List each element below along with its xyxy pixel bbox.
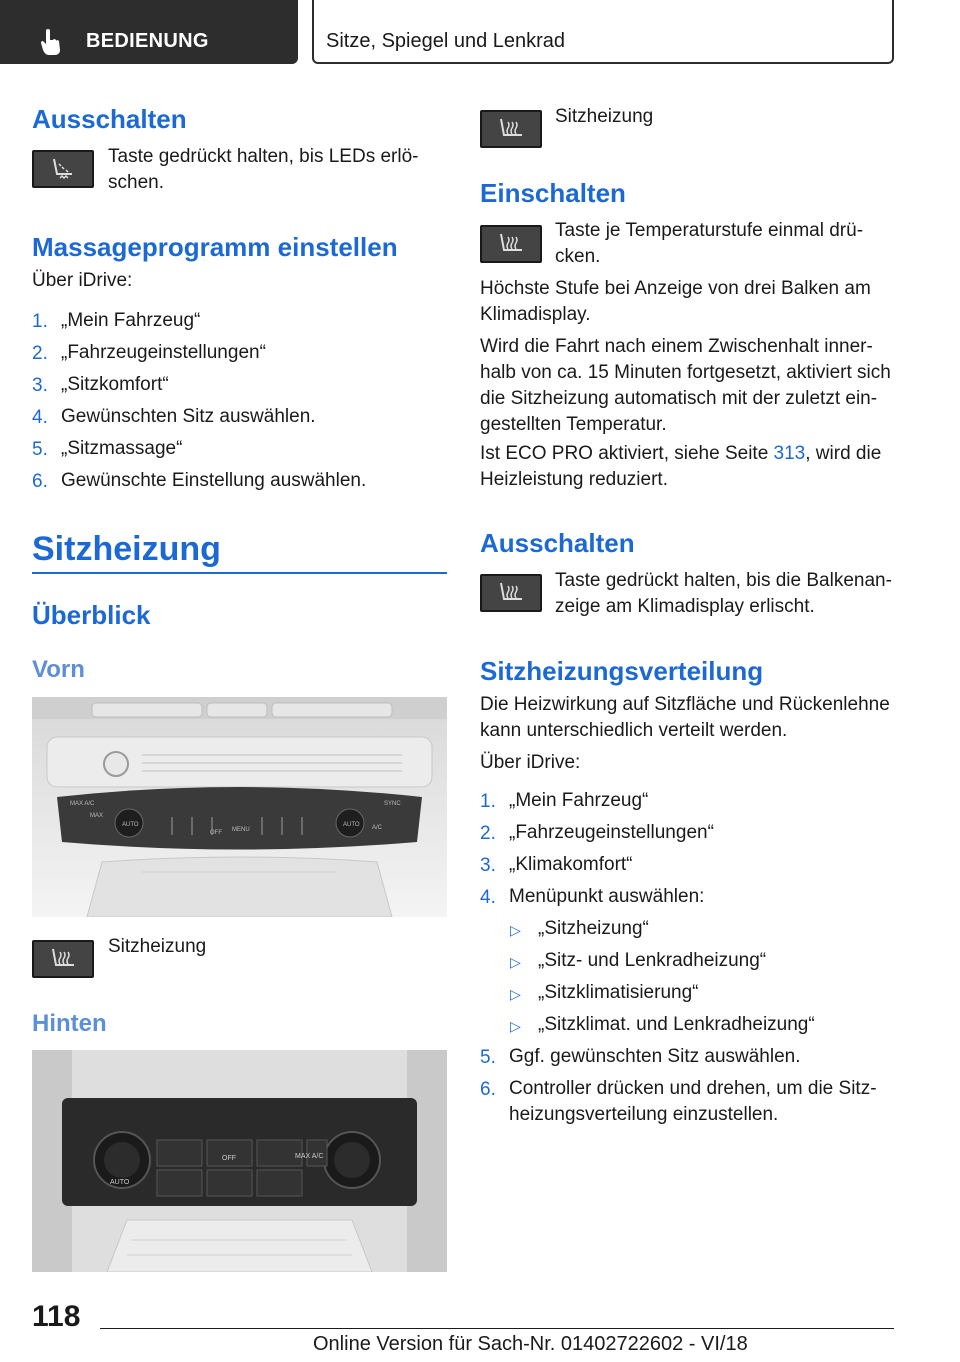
seat-heating-icon	[496, 231, 528, 259]
rear-label: MAX A/C	[295, 1153, 324, 1160]
step-text: Gewünschte Einstellung auswählen.	[61, 470, 367, 491]
front-label: OFF	[210, 830, 222, 836]
sub-bullet-icon: ▷	[510, 986, 521, 1002]
section-title: Sitzheizung	[32, 530, 221, 568]
p2-line1: Wird die Fahrt nach einem Zwischenhalt inner-	[480, 336, 873, 357]
step-number: 2.	[480, 823, 496, 844]
seat-heat-button-image-on	[480, 225, 542, 263]
idrive-label: Über iDrive:	[32, 270, 133, 291]
step-number: 1.	[480, 791, 496, 812]
on-text-line2: cken.	[555, 246, 601, 267]
front-console-photo	[32, 697, 447, 917]
seat-massage-icon	[48, 156, 78, 184]
top-button-label: Sitzheizung	[555, 106, 654, 127]
p2-line2: halb von ca. 15 Minuten fortgesetzt, aktiviert sich	[480, 362, 891, 383]
step-text: „Sitzkomfort“	[61, 374, 169, 395]
section-rule	[32, 572, 447, 574]
seat-heating-icon	[496, 116, 528, 144]
step-number: 3.	[480, 855, 496, 876]
step-number: 3.	[32, 375, 48, 396]
dist-text-line1: Die Heizwirkung auf Sitzfläche und Rückenlehne	[480, 694, 890, 715]
p3-line1	[480, 441, 881, 467]
on-heading: Einschalten	[480, 178, 626, 208]
step-text: Menüpunkt auswählen:	[509, 886, 705, 907]
step-text: „Fahrzeugeinstellungen“	[509, 822, 714, 843]
chapter-title: Sitze, Spiegel und Lenkrad	[326, 30, 566, 52]
substep-text: „Sitzklimatisierung“	[538, 982, 699, 1003]
p3-line2: Heizleistung reduziert.	[480, 469, 668, 490]
section-label: BEDIENUNG	[86, 30, 209, 52]
substep-text: „Sitzheizung“	[538, 918, 649, 939]
sub-bullet-icon: ▷	[510, 954, 521, 970]
chapter-box	[312, 0, 894, 64]
front-label: AUTO	[122, 822, 139, 828]
step-text: Gewünschten Sitz auswählen.	[61, 406, 316, 427]
massage-heading: Massageprogramm einstellen	[32, 232, 398, 262]
step-text: „Sitzmassage“	[61, 438, 183, 459]
step-text: Ggf. gewünschten Sitz auswählen.	[509, 1046, 801, 1067]
section-tab	[0, 0, 298, 64]
off-heading: Ausschalten	[480, 528, 635, 558]
substep-text: „Sitzklimat. und Lenkradheizung“	[538, 1014, 815, 1035]
step-text-cont: heizungsverteilung einzustellen.	[509, 1104, 779, 1125]
front-button-label: Sitzheizung	[108, 936, 207, 957]
heading-off-massage: Ausschalten	[32, 104, 187, 134]
distribution-heading: Sitzheizungsverteilung	[480, 656, 764, 686]
step-number: 6.	[480, 1079, 496, 1100]
step-text: „Mein Fahrzeug“	[509, 790, 649, 811]
seat-heating-icon	[496, 580, 528, 608]
p1-line2: Klimadisplay.	[480, 304, 591, 325]
step-number: 4.	[480, 887, 496, 908]
front-label: A/C	[372, 825, 383, 831]
page-link[interactable]: 313	[773, 443, 806, 464]
off-text-line2: zeige am Klimadisplay erlischt.	[555, 596, 815, 617]
step-text: Controller drücken und drehen, um die Sitz-	[509, 1078, 877, 1099]
on-text-line1: Taste je Temperaturstufe einmal drü-	[555, 220, 864, 241]
rear-label: OFF	[222, 1155, 236, 1162]
off-text-line1: Taste gedrückt halten, bis LEDs erlö-	[108, 146, 419, 167]
seat-heating-icon	[48, 946, 80, 974]
p2-line4: gestellten Temperatur.	[480, 414, 667, 435]
step-text: „Mein Fahrzeug“	[61, 310, 201, 331]
rear-console-photo	[32, 1050, 447, 1272]
p3-text: Ist ECO PRO aktiviert, siehe Seite	[480, 443, 774, 464]
rear-heading: Hinten	[32, 1010, 107, 1037]
p3-text-end: , wird die	[805, 443, 882, 464]
step-number: 1.	[32, 311, 48, 332]
rear-label: AUTO	[110, 1179, 130, 1186]
hand-pointer-icon	[40, 28, 62, 56]
seat-heat-button-image-top	[480, 110, 542, 148]
front-label: AUTO	[343, 822, 360, 828]
step-text: „Klimakomfort“	[509, 854, 633, 875]
seat-heat-button-image-off	[480, 574, 542, 612]
step-text: „Fahrzeugeinstellungen“	[61, 342, 266, 363]
step-number: 5.	[32, 439, 48, 460]
front-label: MAX	[90, 813, 104, 819]
sub-bullet-icon: ▷	[510, 1018, 521, 1034]
overview-heading: Überblick	[32, 600, 151, 630]
dist-text-line2: kann unterschiedlich verteilt werden.	[480, 720, 788, 741]
sub-bullet-icon: ▷	[510, 922, 521, 938]
substep-text: „Sitz- und Lenkradheizung“	[538, 950, 767, 971]
off-text-line1: Taste gedrückt halten, bis die Balkenan-	[555, 570, 892, 591]
step-number: 5.	[480, 1047, 496, 1068]
front-label: MENU	[232, 827, 250, 833]
front-label: MAX A/C	[70, 801, 95, 807]
p2-line3: die Sitzheizung automatisch mit der zuletzt ein-	[480, 388, 878, 409]
front-heading: Vorn	[32, 656, 85, 683]
p1-line1: Höchste Stufe bei Anzeige von drei Balken am	[480, 278, 871, 299]
footer-rule	[100, 1328, 894, 1329]
step-number: 6.	[32, 471, 48, 492]
off-text-line2: schen.	[108, 172, 164, 193]
massage-button-image	[32, 150, 94, 188]
page-number: 118	[32, 1300, 81, 1333]
step-number: 4.	[32, 407, 48, 428]
front-label: SYNC	[384, 801, 401, 807]
idrive-label-right: Über iDrive:	[480, 752, 581, 773]
seat-heat-button-image-front	[32, 940, 94, 978]
footer-text: Online Version für Sach-Nr. 01402722602 - VI/18	[313, 1333, 748, 1355]
step-number: 2.	[32, 343, 48, 364]
